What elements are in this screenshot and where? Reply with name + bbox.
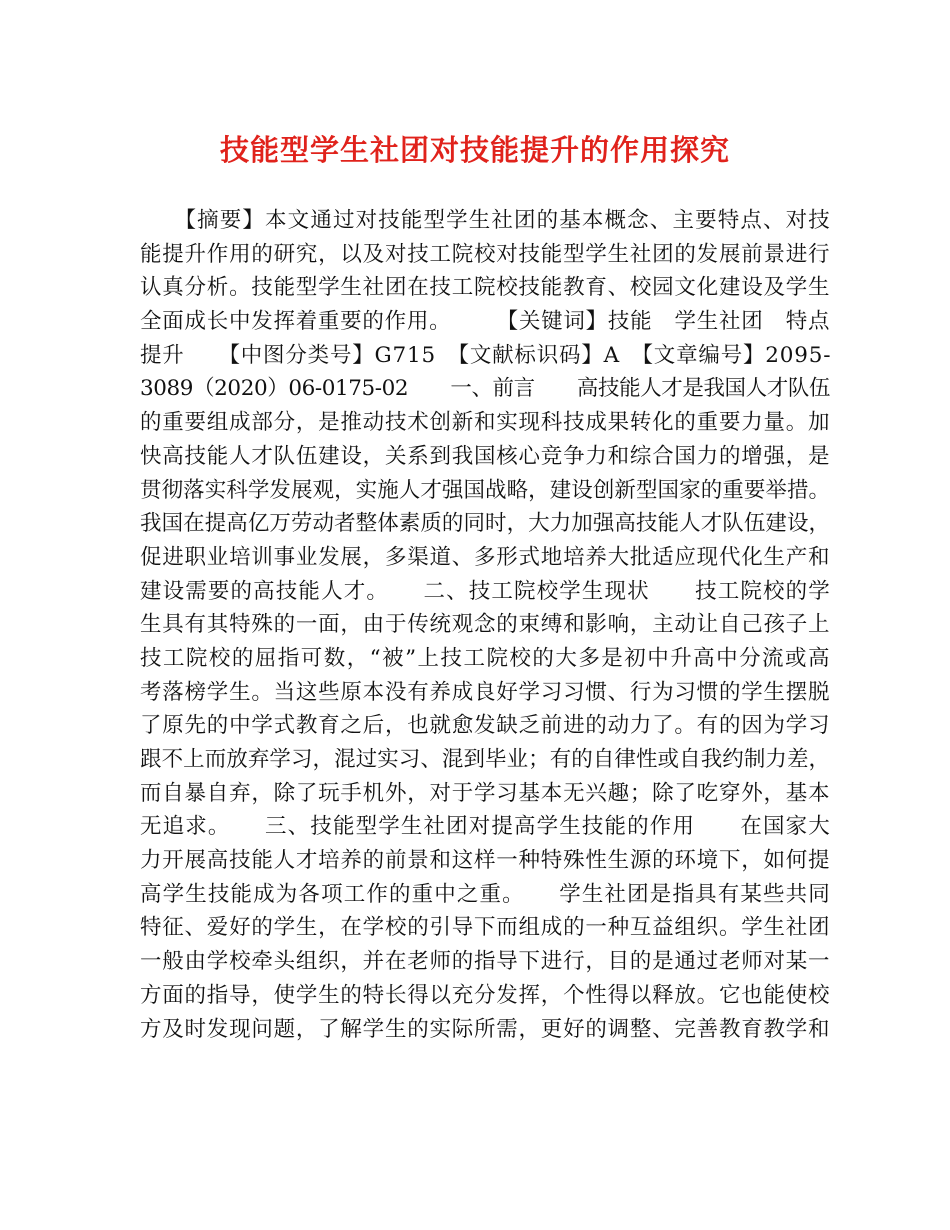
body-line: 3089（2020）06-0175-02 一、前言 高技能人才是我国人才队伍 (140, 376, 830, 402)
body-line: 特征、爱好的学生，在学校的引导下而组成的一种互益组织。学生社团 (140, 915, 831, 941)
body-line: 无追求。 三、技能型学生社团对提高学生技能的作用 在国家大 (140, 814, 831, 840)
body-line: 促进职业培训事业发展，多渠道、多形式地培养大批适应现代化生产和 (140, 544, 831, 570)
body-line: 我国在提高亿万劳动者整体素质的同时，大力加强高技能人才队伍建设， (140, 511, 831, 537)
body-line: 方及时发现问题，了解学生的实际所需，更好的调整、完善教育教学和 (140, 1016, 831, 1042)
body-line: 能提升作用的研究，以及对技工院校对技能型学生社团的发展前景进行 (140, 241, 831, 267)
body-line: 考落榜学生。当这些原本没有养成良好学习习惯、行为习惯的学生摆脱 (140, 679, 831, 705)
body-line: 生具有其特殊的一面，由于传统观念的束缚和影响，主动让自己孩子上 (140, 612, 831, 638)
body-line: 提升 【中图分类号】G715 【文献标识码】A 【文章编号】2095- (140, 342, 832, 368)
body-line: 一般由学校牵头组织，并在老师的指导下进行，目的是通过老师对某一 (140, 949, 831, 975)
body-line: 的重要组成部分，是推动技术创新和实现科技成果转化的重要力量。加 (140, 410, 831, 436)
body-line: 全面成长中发挥着重要的作用。 【关键词】技能 学生社团 特点 (140, 309, 831, 335)
document-title: 技能型学生社团对技能提升的作用探究 (219, 133, 730, 167)
document-body (140, 204, 830, 1046)
body-line: 而自暴自弃，除了玩手机外，对于学习基本无兴趣；除了吃穿外，基本 (140, 780, 831, 806)
body-line: 【摘要】本文通过对技能型学生社团的基本概念、主要特点、对技 (140, 208, 831, 233)
body-line: 建设需要的高技能人才。 二、技工院校学生现状 技工院校的学 (140, 578, 831, 604)
body-line: 贯彻落实科学发展观，实施人才强国战略，建设创新型国家的重要举措。 (140, 477, 831, 503)
body-line: 力开展高技能人才培养的前景和这样一种特殊性生源的环境下，如何提 (140, 848, 831, 874)
body-line: 高学生技能成为各项工作的重中之重。 学生社团是指具有某些共同 (140, 881, 831, 907)
body-line: 跟不上而放弃学习，混过实习、混到毕业；有的自律性或自我约制力差， (140, 747, 831, 772)
body-line: 了原先的中学式教育之后，也就愈发缺乏前进的动力了。有的因为学习 (140, 713, 831, 739)
body-line: 快高技能人才队伍建设，关系到我国核心竞争力和综合国力的增强，是 (140, 443, 831, 469)
body-line: 方面的指导，使学生的特长得以充分发挥，个性得以释放。它也能使校 (140, 982, 831, 1008)
body-line: 技工院校的屈指可数，“被”上技工院校的大多是初中升高中分流或高 (140, 645, 831, 671)
body-line: 认真分析。技能型学生社团在技工院校技能教育、校园文化建设及学生 (140, 275, 831, 301)
